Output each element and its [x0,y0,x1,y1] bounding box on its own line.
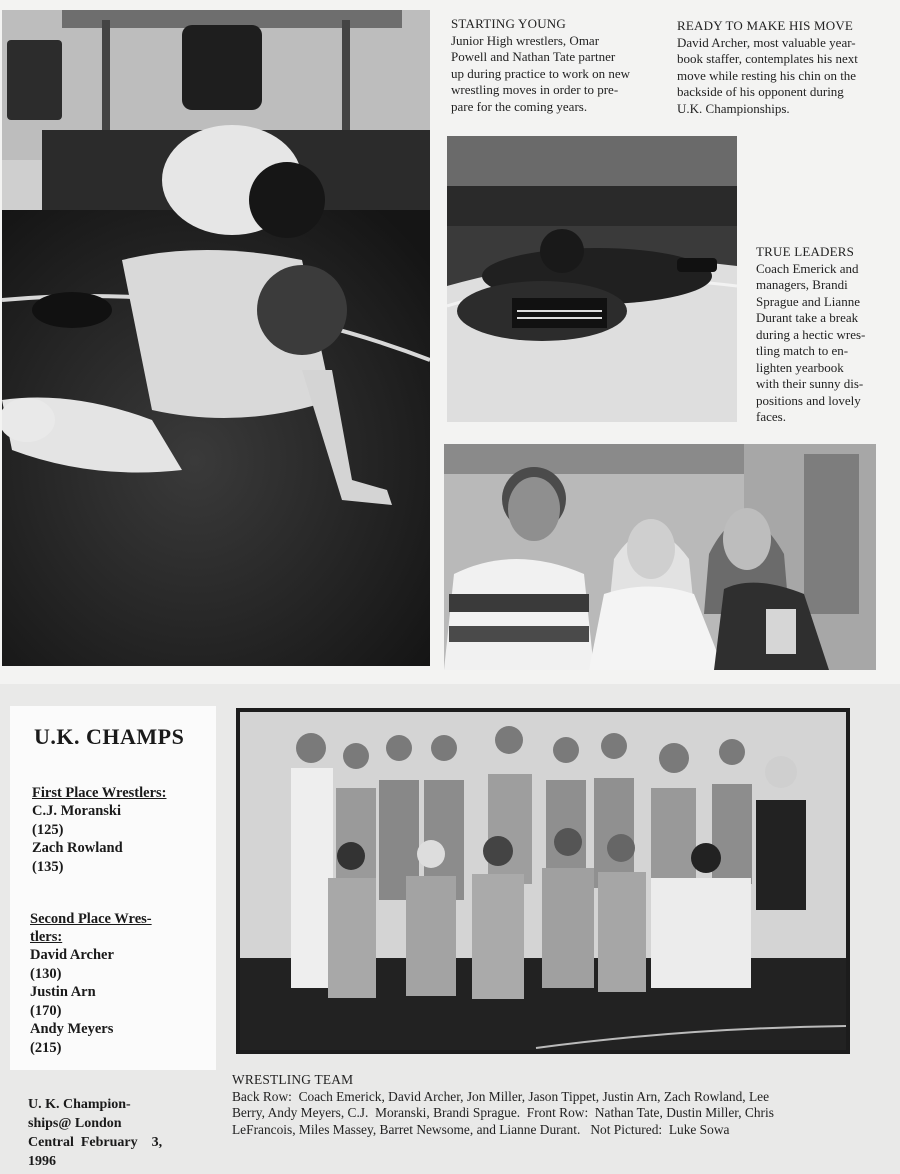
second-place-entry: (170) [30,1002,62,1019]
first-place-entry: Zach Rowland [32,840,123,856]
caption-true-leaders-line: Durant take a break [756,310,859,325]
caption-true-leaders-line: during a hectic wres- [756,326,866,342]
caption-ready-to-move-line: David Archer, most valuable year- [677,34,856,50]
caption-starting-young-line: up during practice to work on new [451,65,631,81]
second-place-heading: Second Place Wres- [30,911,152,927]
photo-true-leaders [444,444,876,670]
caption-starting-young-line: wrestling moves in order to pre- [451,82,619,97]
photo-ready-to-move-image [447,136,737,422]
caption-starting-young-line: Junior High wrestlers, Omar [451,32,600,48]
caption-ready-to-move-line: move while resting his chin on the [677,67,857,83]
first-place-entry: C.J. Moranski [32,803,122,819]
event-info [28,1095,188,1171]
caption-ready-to-move-heading: READY TO MAKE HIS MOVE [677,18,854,33]
event-info-line: U. K. Champion- [28,1097,131,1112]
second-place-entry: Andy Meyers [30,1021,114,1037]
first-place-heading: First Place Wrestlers: [32,785,167,801]
event-info-line: Central February 3, [28,1135,163,1150]
second-place-entry: (130) [30,965,62,982]
caption-starting-young-heading: STARTING YOUNG [451,16,566,31]
caption-true-leaders-line: with their sunny dis- [756,376,864,391]
caption-true-leaders-line: managers, Brandi [756,277,848,292]
photo-wrestling-team-image [236,708,850,1054]
champs-box [10,706,216,1070]
second-place-heading: tlers: [30,929,63,945]
caption-wrestling-team-line: Berry, Andy Meyers, C.J. Moranski, Brandi Sprague. Front Row: Nathan Tate, Dustin Miller, Chris [232,1105,774,1120]
caption-true-leaders-line: tling match to en- [756,343,849,358]
first-place-entry: (135) [32,858,64,875]
second-place-entry: (215) [30,1039,62,1056]
caption-true-leaders-heading: TRUE LEADERS [756,244,855,259]
second-place-entry: Justin Arn [30,984,96,1000]
photo-starting-young [2,10,430,666]
caption-starting-young-line: Powell and Nathan Tate partner [451,49,616,64]
caption-true-leaders-line: Sprague and Lianne [756,293,860,309]
photo-wrestling-team [236,708,850,1054]
champs-title: U.K. CHAMPS [34,724,185,749]
photo-starting-young-image [2,10,430,666]
caption-true-leaders-line: positions and lovely [756,392,861,408]
caption-wrestling-team-line: Back Row: Coach Emerick, David Archer, Jon Miller, Jason Tippet, Justin Arn, Zach Rowland, Lee [232,1088,770,1104]
caption-wrestling-team-heading: WRESTLING TEAM [232,1072,354,1087]
first-place-section [32,784,212,876]
caption-true-leaders-line: lighten yearbook [756,359,844,375]
caption-ready-to-move [677,18,887,117]
photo-true-leaders-image [444,444,876,670]
event-info-line: 1996 [28,1154,56,1169]
caption-ready-to-move-line: backside of his opponent during [677,84,844,99]
event-info-line: ships@ London [28,1116,122,1131]
caption-ready-to-move-line: book staffer, contemplates his next [677,51,858,66]
caption-wrestling-team-line: LeFrancois, Miles Massey, Barret Newsome, and Lianne Durant. Not Pictured: Luke Sowa [232,1121,730,1137]
photo-ready-to-move [447,136,737,422]
second-place-section [30,910,210,1057]
caption-ready-to-move-line: U.K. Championships. [677,100,790,116]
caption-starting-young [451,16,661,115]
caption-true-leaders-line: faces. [756,409,786,424]
caption-starting-young-line: pare for the coming years. [451,98,588,114]
second-place-entry: David Archer [30,947,114,963]
caption-true-leaders-line: Coach Emerick and [756,260,859,276]
caption-true-leaders [756,244,882,426]
caption-wrestling-team [232,1072,862,1138]
first-place-entry: (125) [32,821,64,838]
